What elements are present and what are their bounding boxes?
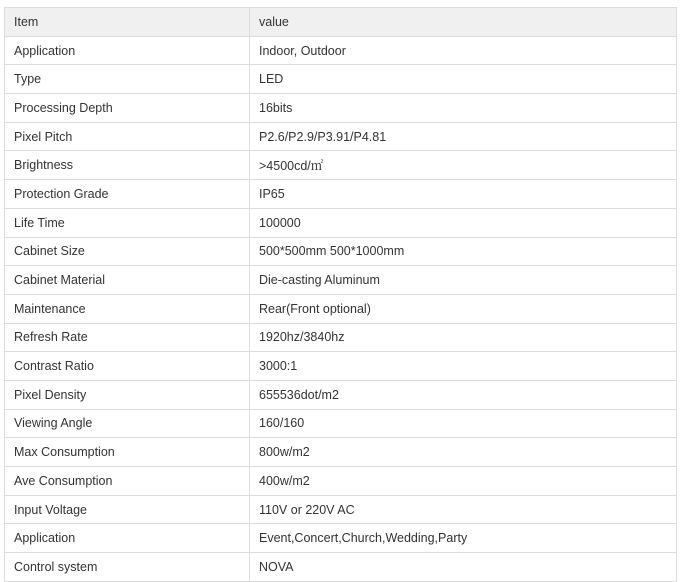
table-row [5,36,677,65]
value-cell: Rear(Front optional) [250,294,677,323]
value-cell: NOVA [250,553,677,582]
item-cell: Brightness [5,151,250,180]
table-row [5,323,677,352]
value-cell: 655536dot/m2 [250,380,677,409]
value-cell: 1920hz/3840hz [250,323,677,352]
item-cell: Pixel Pitch [5,122,250,151]
item-cell: Viewing Angle [5,409,250,438]
item-cell: Application [5,524,250,553]
table-row [5,208,677,237]
header-item: Item [5,8,250,37]
spec-table-header [5,8,677,37]
header-value: value [250,8,677,37]
item-cell: Contrast Ratio [5,352,250,381]
item-cell: Type [5,65,250,94]
table-row [5,409,677,438]
item-cell: Control system [5,553,250,582]
item-cell: Max Consumption [5,438,250,467]
item-cell: Application [5,36,250,65]
value-cell: 16bits [250,94,677,123]
table-row [5,438,677,467]
item-cell: Processing Depth [5,94,250,123]
item-cell: Input Voltage [5,495,250,524]
value-cell: IP65 [250,180,677,209]
header-row [5,8,677,37]
value-cell: LED [250,65,677,94]
value-cell: 110V or 220V AC [250,495,677,524]
table-row [5,122,677,151]
table-row [5,380,677,409]
table-row [5,180,677,209]
table-row [5,352,677,381]
table-row [5,237,677,266]
value-cell: 500*500mm 500*1000mm [250,237,677,266]
table-row [5,266,677,295]
table-row [5,65,677,94]
value-cell: 3000:1 [250,352,677,381]
value-cell: P2.6/P2.9/P3.91/P4.81 [250,122,677,151]
value-cell: >4500cd/㎡ [250,151,677,180]
table-row [5,151,677,180]
table-row [5,467,677,496]
table-row [5,94,677,123]
item-cell: Maintenance [5,294,250,323]
value-cell: 800w/m2 [250,438,677,467]
spec-table [4,7,677,582]
item-cell: Refresh Rate [5,323,250,352]
value-cell: Indoor, Outdoor [250,36,677,65]
item-cell: Cabinet Material [5,266,250,295]
item-cell: Ave Consumption [5,467,250,496]
table-row [5,524,677,553]
spec-table-body [5,36,677,581]
value-cell: Event,Concert,Church,Wedding,Party [250,524,677,553]
item-cell: Life Time [5,208,250,237]
item-cell: Cabinet Size [5,237,250,266]
table-row [5,294,677,323]
item-cell: Pixel Density [5,380,250,409]
value-cell: 100000 [250,208,677,237]
value-cell: Die-casting Aluminum [250,266,677,295]
table-row [5,495,677,524]
value-cell: 400w/m2 [250,467,677,496]
item-cell: Protection Grade [5,180,250,209]
value-cell: 160/160 [250,409,677,438]
table-row [5,553,677,582]
